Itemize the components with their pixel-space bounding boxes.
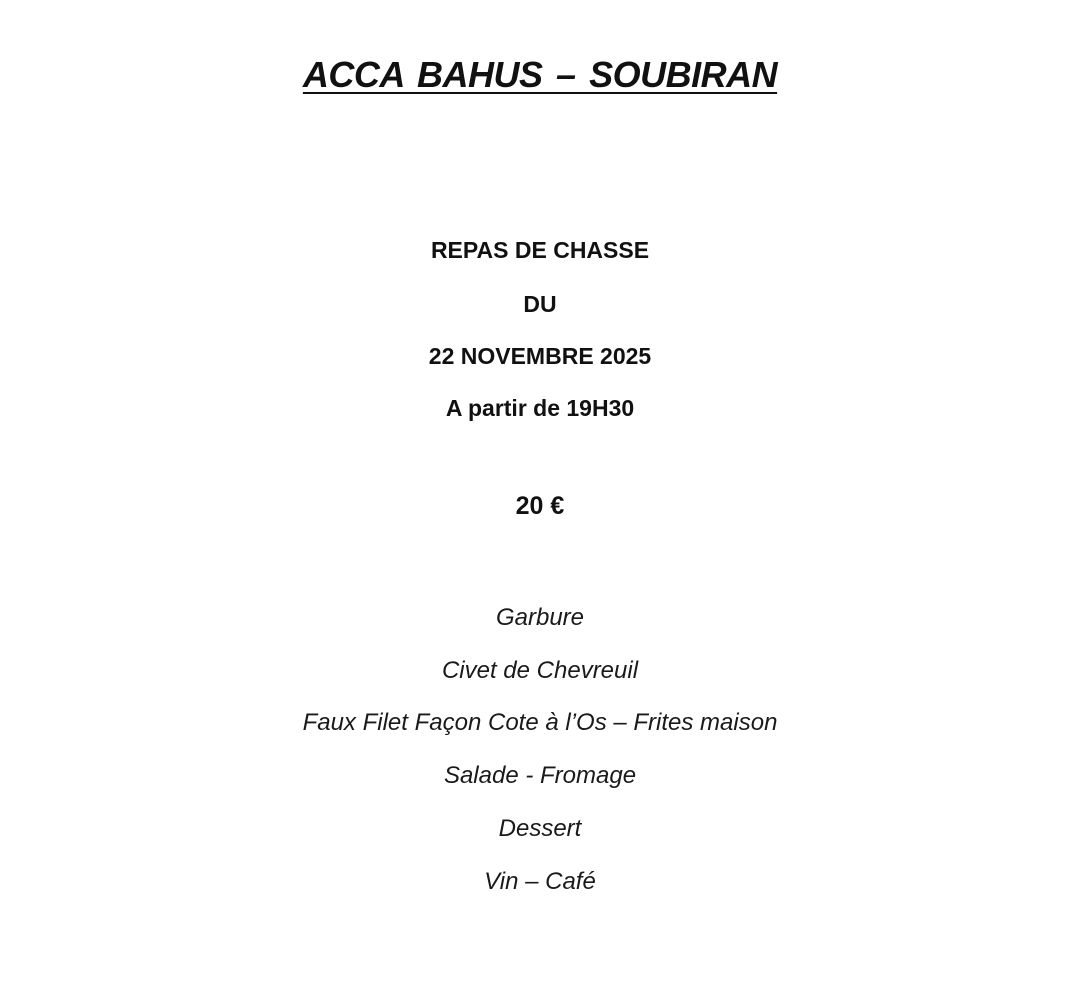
price: 20 € <box>515 492 565 520</box>
event-time: A partir de 19H30 <box>445 395 635 421</box>
document-title: ACCA BAHUS – SOUBIRAN <box>302 54 778 95</box>
event-date: 22 NOVEMBRE 2025 <box>428 343 652 369</box>
event-name: REPAS DE CHASSE <box>430 237 650 263</box>
menu-item: Vin – Café <box>484 868 596 895</box>
menu-item: Salade - Fromage <box>443 762 637 789</box>
menu-item: Faux Filet Façon Cote à l’Os – Frites maison <box>302 709 778 736</box>
menu-item: Dessert <box>498 815 582 842</box>
menu-item: Garbure <box>495 604 585 631</box>
event-du: DU <box>523 291 557 317</box>
menu-item: Civet de Chevreuil <box>441 657 639 684</box>
